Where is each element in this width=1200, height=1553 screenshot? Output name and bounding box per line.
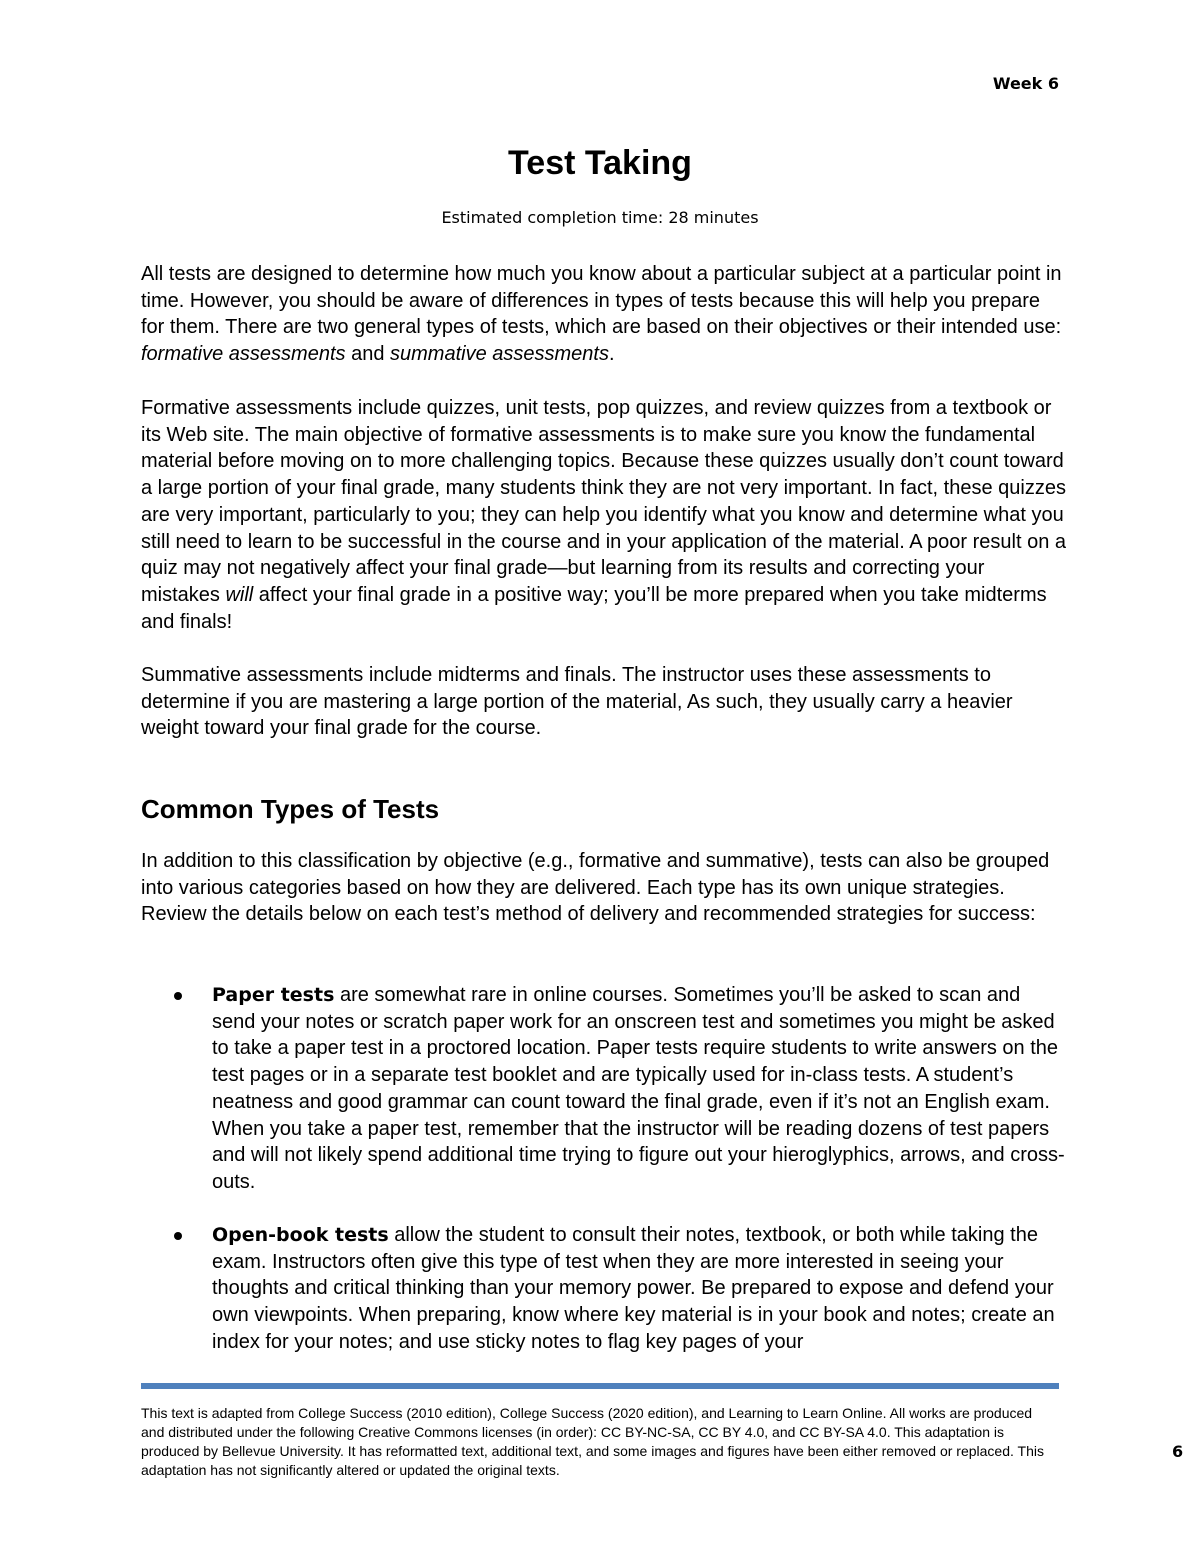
header-week-label: Week 6 bbox=[992, 74, 1059, 93]
list-item-text bbox=[212, 982, 1067, 1196]
estimated-time: Estimated completion time: 28 minutes bbox=[441, 208, 759, 227]
bullet-icon bbox=[174, 1232, 182, 1240]
list-item-body: allow the student to consult their notes, textbook, or both while taking the exam. Instructors often give this type of test when they are more interested in seeing your thoughts and critical thinking than your memory power. Be prepared to expose and defend your own viewpoints. When preparing, know where key material is in your book and notes; create an index for your notes; and use sticky notes to flag key pages of your bbox=[212, 1224, 1055, 1353]
intro-conjunction: and bbox=[345, 343, 390, 366]
summative-paragraph: Summative assessments include midterms and finals. The instructor uses these assessments to determine if you are mastering a large portion of the material, As such, they usually carry a heavier weight toward your final grade for the course. bbox=[141, 664, 1013, 740]
section-intro-paragraph: In addition to this classification by objective (e.g., formative and summative), tests can also be grouped into various categories based on how they are delivered. Each type has its own unique strategies. Review the details below on each test’s method of delivery and recommended strategies for success: bbox=[141, 850, 1050, 926]
list-item-body: are somewhat rare in online courses. Sometimes you’ll be asked to scan and send your notes or scratch paper work for an onscreen test and sometimes you might be asked to take a paper test in a proctored location. Paper tests require students to write answers on the test pages or in a separate test booklet and are typically used for in-class tests. A student’s neatness and good grammar can count toward the final grade, even if it’s not an English exam. When you take a paper test, remember that the instructor will be reading dozens of test papers and will not likely spend additional time trying to figure out your hieroglyphics, arrows, and cross-outs. bbox=[212, 984, 1065, 1193]
section-heading: Common Types of Tests bbox=[141, 794, 440, 824]
bullet-icon bbox=[174, 992, 182, 1000]
footer-attribution: This text is adapted from College Success (2010 edition), College Success (2020 edition), and Learning to Learn Online. All works are produced and distributed under the following Creative Commons licenses (in order): CC BY-NC-SA, CC BY 4.0, and CC BY-SA 4.0. This adaptation is produced by Bellevue University. It has reformatted text, additional text, and some images and figures have been either removed or replaced. This adaptation has not significantly altered or updated the original texts. bbox=[141, 1405, 1044, 1478]
intro-italic-formative: formative assessments bbox=[141, 343, 346, 366]
page-number: 6 bbox=[1172, 1442, 1184, 1461]
intro-paragraph bbox=[141, 261, 1066, 368]
list-item-lead: Paper tests bbox=[212, 984, 335, 1006]
footer-divider bbox=[141, 1383, 1059, 1389]
list-item-lead: Open-book tests bbox=[212, 1224, 389, 1246]
formative-paragraph bbox=[141, 395, 1066, 635]
intro-text: All tests are designed to determine how much you know about a particular subject at a particular point in time. However, you should be aware of differences in types of tests because this will help you prepare for them. There are two general types of tests, which are based on their objectives or their intended use: bbox=[141, 263, 1062, 339]
page-title: Test Taking bbox=[508, 144, 692, 182]
list-item-text bbox=[212, 1222, 1067, 1356]
intro-end: . bbox=[608, 343, 615, 366]
formative-text-end: affect your final grade in a positive way; you’ll be more prepared when you take midterms and finals! bbox=[141, 583, 1047, 633]
formative-text: Formative assessments include quizzes, unit tests, pop quizzes, and review quizzes from a textbook or its Web site. The main objective of formative assessments is to make sure you know the fundamental material before moving on to more challenging topics. Because these quizzes usually don’t count toward a large portion of your final grade, many students think they are not very important. In fact, these quizzes are very important, particularly to you; they can help you identify what you know and determine what you still need to learn to be successful in the course and in your application of the material. A poor result on a quiz may not negatively affect your final grade—but learning from its results and correcting your mistakes bbox=[141, 397, 1066, 606]
intro-italic-summative: summative assessments bbox=[390, 343, 609, 366]
formative-italic-will: will bbox=[225, 583, 254, 606]
